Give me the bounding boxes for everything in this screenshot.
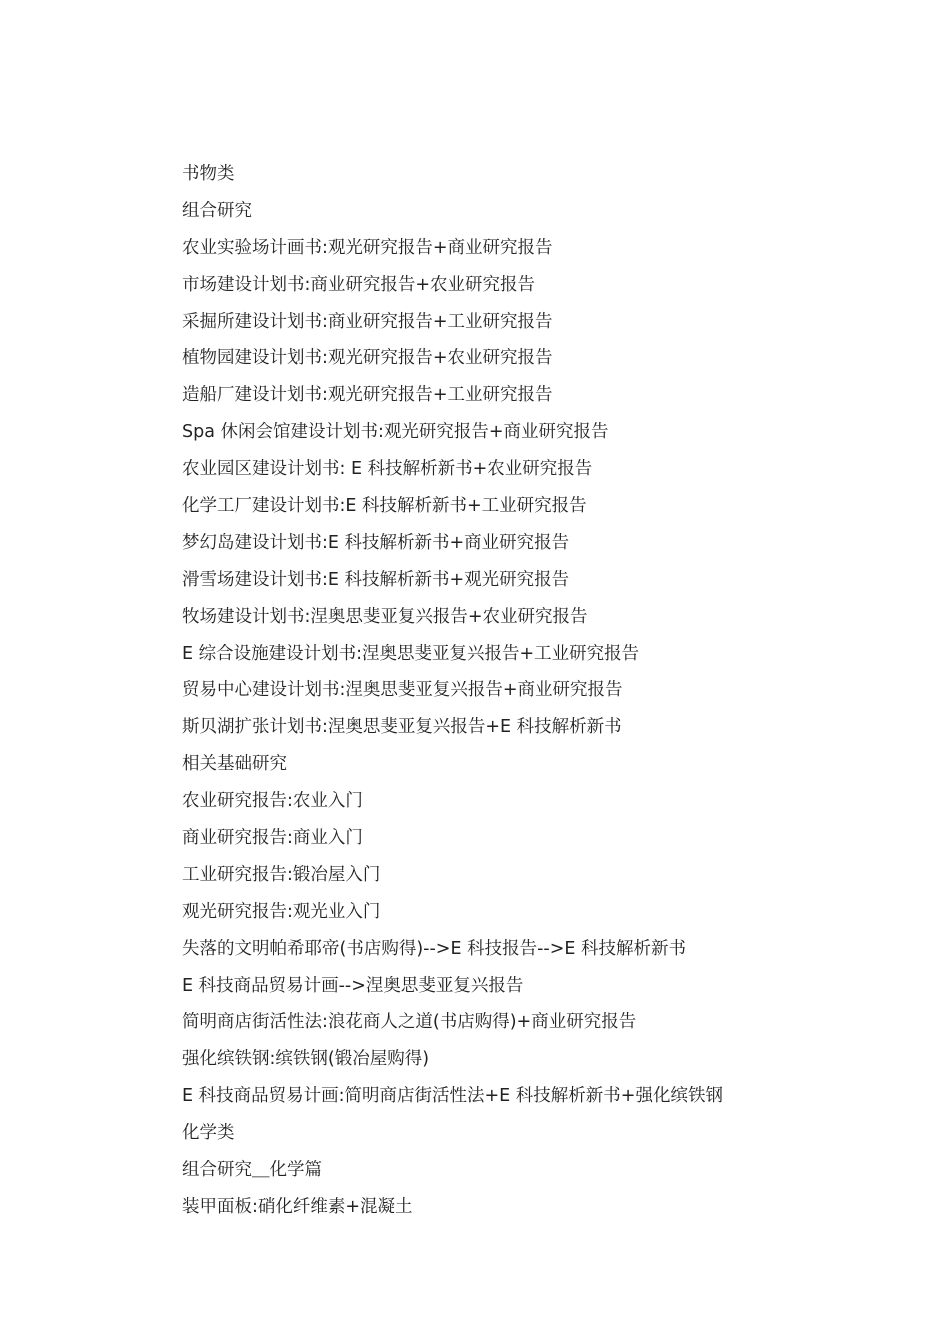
text-line: 强化缤铁钢:缤铁钢(锻冶屋购得): [182, 1049, 430, 1070]
text-line: 牧场建设计划书:涅奥思斐亚复兴报告+农业研究报告: [182, 606, 588, 627]
text-line: 失落的文明帕希耶帝(书店购得)-->E 科技报告-->E 科技解析新书: [182, 938, 686, 959]
text-line: 观光研究报告:观光业入门: [182, 901, 381, 922]
subheading-basic-research: 相关基础研究: [182, 754, 287, 775]
text-line: 化学工厂建设计划书:E 科技解析新书+工业研究报告: [182, 496, 587, 517]
text-line: Spa 休闲会馆建设计划书:观光研究报告+商业研究报告: [182, 422, 609, 443]
subheading-chemistry-research: 组合研究＿化学篇: [182, 1160, 322, 1181]
text-line: 装甲面板:硝化纤维素+混凝土: [182, 1196, 413, 1217]
text-line: 贸易中心建设计划书:涅奥思斐亚复兴报告+商业研究报告: [182, 680, 623, 701]
text-line: 滑雪场建设计划书:E 科技解析新书+观光研究报告: [182, 569, 570, 590]
text-line: 梦幻岛建设计划书:E 科技解析新书+商业研究报告: [182, 532, 570, 553]
text-line: 农业园区建设计划书: E 科技解析新书+农业研究报告: [182, 459, 593, 480]
text-line: 斯贝湖扩张计划书:涅奥思斐亚复兴报告+E 科技解析新书: [182, 717, 622, 738]
text-line: E 综合设施建设计划书:涅奥思斐亚复兴报告+工业研究报告: [182, 643, 640, 664]
section-heading-chemistry: 化学类: [182, 1123, 235, 1144]
text-line: E 科技商品贸易计画:简明商店街活性法+E 科技解析新书+强化缤铁钢: [182, 1086, 723, 1107]
subheading-combination-research: 组合研究: [182, 200, 252, 221]
document-body: [182, 159, 882, 1229]
text-line: 农业研究报告:农业入门: [182, 791, 363, 812]
text-line: E 科技商品贸易计画-->涅奥思斐亚复兴报告: [182, 975, 524, 996]
text-line: 农业实验场计画书:观光研究报告+商业研究报告: [182, 237, 553, 258]
text-line: 植物园建设计划书:观光研究报告+农业研究报告: [182, 348, 553, 369]
text-line: 简明商店街活性法:浪花商人之道(书店购得)+商业研究报告: [182, 1012, 637, 1033]
section-heading-books: 书物类: [182, 164, 235, 184]
text-line: 采掘所建设计划书:商业研究报告+工业研究报告: [182, 311, 553, 332]
text-line: 市场建设计划书:商业研究报告+农业研究报告: [182, 274, 536, 295]
text-line: 工业研究报告:锻冶屋入门: [182, 864, 381, 885]
text-line: 造船厂建设计划书:观光研究报告+工业研究报告: [182, 385, 553, 406]
text-line: 商业研究报告:商业入门: [182, 828, 363, 849]
